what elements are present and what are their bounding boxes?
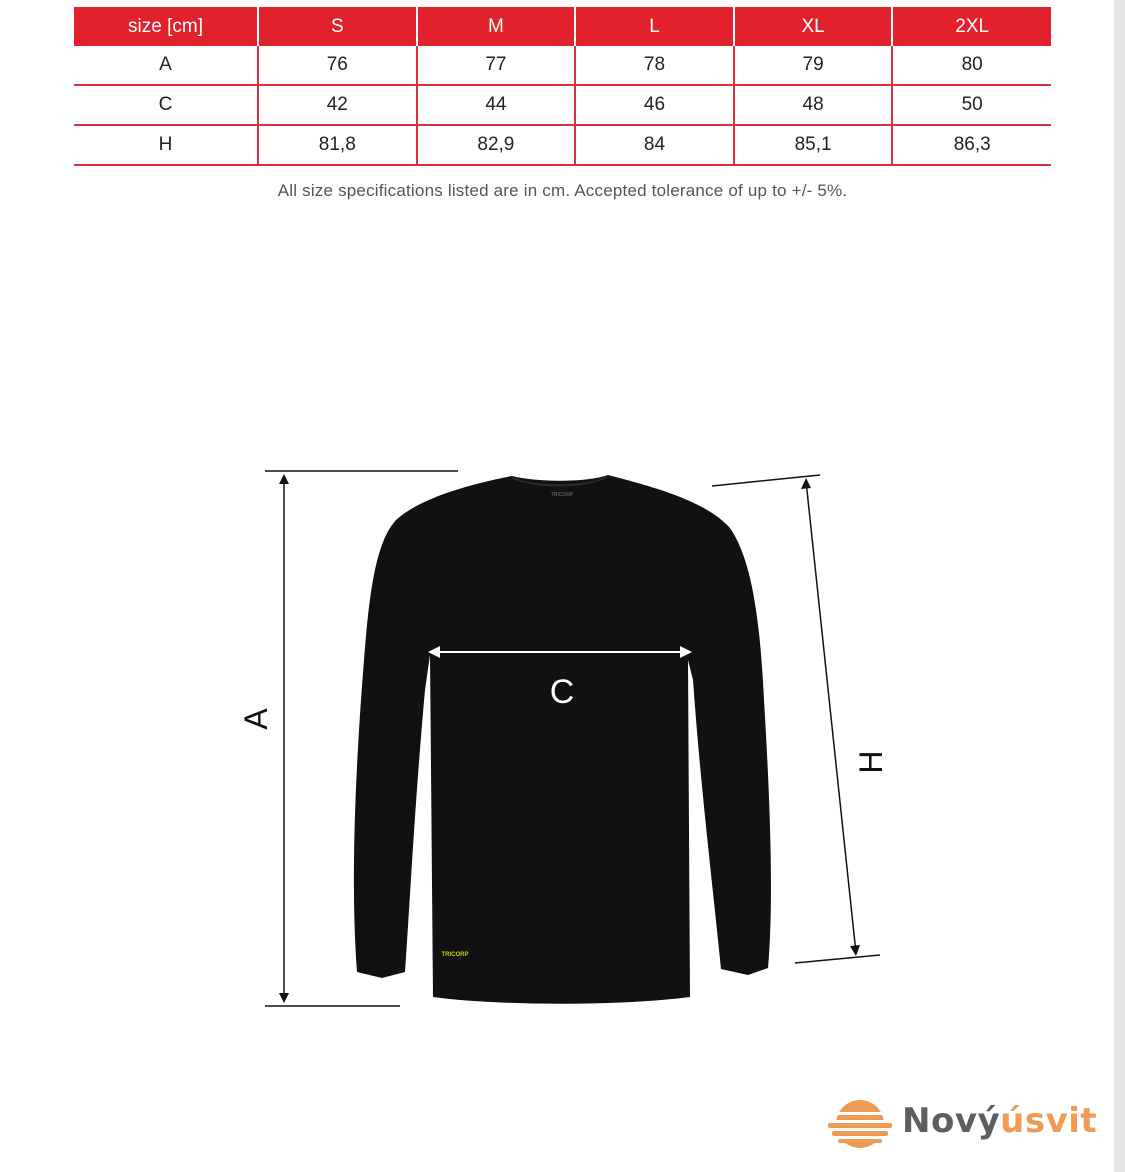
table-cell: 79 xyxy=(734,46,893,85)
label-a: A xyxy=(238,708,274,730)
neck-brand-label: TRICORP xyxy=(550,492,574,498)
header-cell: L xyxy=(575,7,734,46)
brand-logo xyxy=(826,1096,1098,1152)
table-cell: 86,3 xyxy=(892,125,1051,165)
table-cell: 44 xyxy=(417,85,576,125)
logo-wordmark xyxy=(902,1101,1097,1141)
h-arrow-down-icon xyxy=(850,945,860,956)
label-c: C xyxy=(549,673,575,711)
table-cell: 82,9 xyxy=(417,125,576,165)
sunrise-logo-icon xyxy=(826,1096,896,1152)
table-cell: H xyxy=(74,125,258,165)
table-cell: 81,8 xyxy=(258,125,417,165)
a-arrow-down-icon xyxy=(279,993,289,1003)
shirt-body xyxy=(354,475,771,1004)
header-cell: size [cm] xyxy=(74,7,258,46)
hem-brand-label: TRICORP xyxy=(441,952,469,958)
table-cell: 48 xyxy=(734,85,893,125)
page-edge xyxy=(1114,0,1125,1172)
table-cell: 42 xyxy=(258,85,417,125)
a-arrow-up-icon xyxy=(279,474,289,484)
table-cell: 46 xyxy=(575,85,734,125)
label-h: H xyxy=(853,750,889,774)
table-cell: A xyxy=(74,46,258,85)
table-cell: C xyxy=(74,85,258,125)
logo-text-part1: Nový xyxy=(902,1101,1001,1141)
header-cell: S xyxy=(258,7,417,46)
header-cell: M xyxy=(417,7,576,46)
table-cell: 80 xyxy=(892,46,1051,85)
h-arrow-line xyxy=(806,481,856,953)
table-cell: 84 xyxy=(575,125,734,165)
h-arrow-up-icon xyxy=(801,478,811,489)
logo-text-part2: úsvit xyxy=(1000,1101,1098,1141)
size-note: All size specifications listed are in cm. Accepted tolerance of up to +/- 5%. xyxy=(277,181,848,200)
table-cell: 85,1 xyxy=(734,125,893,165)
table-cell: 77 xyxy=(417,46,576,85)
table-cell: 50 xyxy=(892,85,1051,125)
h-bottom-guide xyxy=(795,955,880,963)
table-cell: 76 xyxy=(258,46,417,85)
header-cell: XL xyxy=(734,7,893,46)
table-cell: 78 xyxy=(575,46,734,85)
header-cell: 2XL xyxy=(892,7,1051,46)
